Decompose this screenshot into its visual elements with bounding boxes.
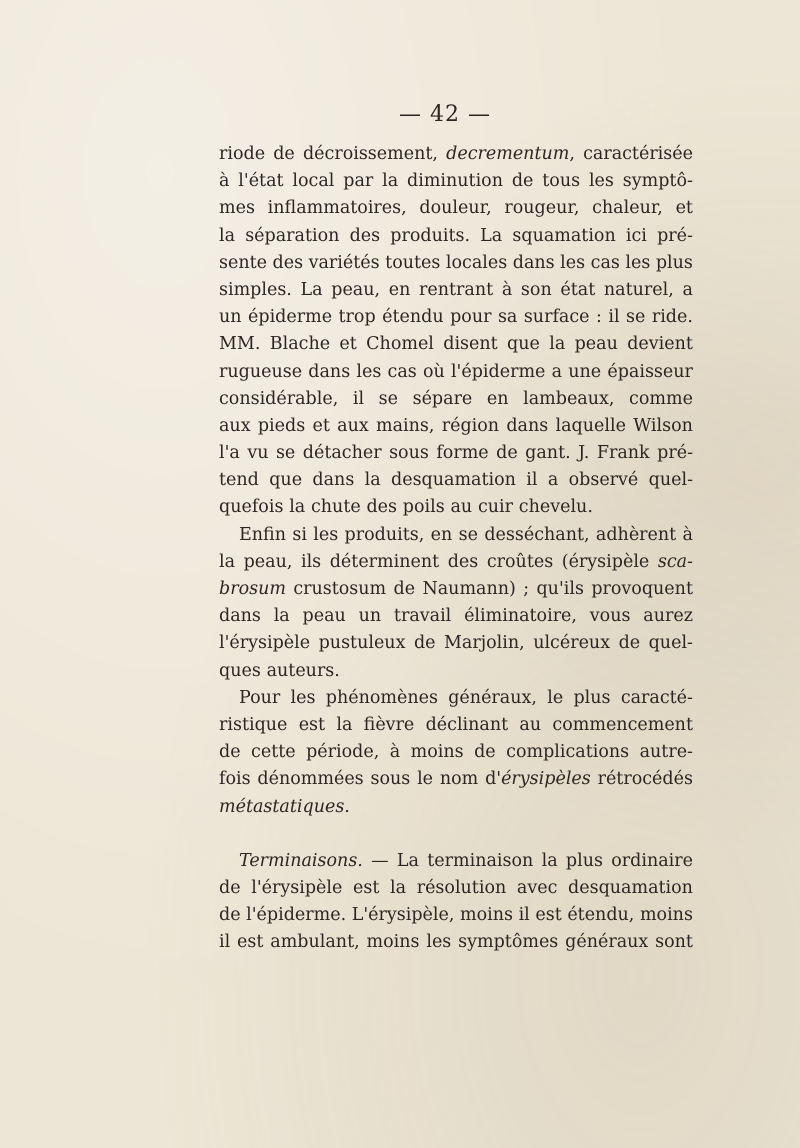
page-number: — 42 — (399, 102, 491, 127)
text-line: la peau, ils déterminent des croûtes (érysipèle sca- (219, 551, 693, 572)
text-line: il est ambulant, moins les symptômes généraux sont (219, 932, 693, 953)
text-line: rugueuse dans les cas où l'épiderme a une épaisseur (219, 361, 693, 382)
text-line: un épiderme trop étendu pour sa surface : il se ride. (219, 307, 693, 328)
paragraph-gap (219, 821, 693, 848)
text-line: dans la peau un travail éliminatoire, vous aurez (219, 606, 693, 627)
text-line: l'érysipèle pustuleux de Marjolin, ulcéreux de quel- (219, 633, 693, 654)
text-line: Enfin si les produits, en se desséchant, adhèrent à (239, 524, 693, 545)
text-line: métastatiques. (219, 796, 350, 817)
text-line: ques auteurs. (219, 660, 340, 681)
text-line: fois dénommées sous le nom d'érysipèles rétrocédés (219, 769, 693, 790)
text-line: l'a vu se détacher sous forme de gant. J. Frank pré- (219, 443, 693, 464)
paragraph (219, 141, 693, 522)
text-line: considérable, il se sépare en lambeaux, comme (219, 388, 693, 409)
text-line: Pour les phénomènes généraux, le plus caracté- (239, 687, 693, 708)
text-line: de cette période, à moins de complications autre- (219, 742, 693, 763)
body-text (219, 141, 693, 956)
text-line: brosum crustosum de Naumann) ; qu'ils provoquent (219, 579, 693, 599)
text-line: aux pieds et aux mains, région dans laquelle Wilson (219, 415, 693, 436)
text-line: à l'état local par la diminution de tous les symptô- (219, 171, 693, 192)
paragraph (219, 848, 693, 957)
text-line: la séparation des produits. La squamation ici pré- (219, 225, 693, 246)
text-line: quefois la chute des poils au cuir chevelu. (219, 497, 593, 518)
text-line: de l'épiderme. L'érysipèle, moins il est étendu, moins (219, 905, 693, 926)
text-line: de l'érysipèle est la résolution avec desquamation (219, 877, 693, 898)
text-line: riode de décroissement, decrementum, caractérisée (219, 144, 693, 164)
paragraph (219, 685, 693, 821)
text-line: sente des variétés toutes locales dans les cas les plus (219, 252, 693, 273)
text-line: Terminaisons. — La terminaison la plus ordinaire (239, 850, 693, 871)
text-line: simples. La peau, en rentrant à son état naturel, a (219, 279, 693, 300)
text-line: ristique est la fièvre déclinant au commencement (219, 714, 693, 735)
text-line: MM. Blache et Chomel disent que la peau devient (219, 334, 693, 355)
paragraph (219, 522, 693, 685)
text-line: mes inflammatoires, douleur, rougeur, chaleur, et (219, 198, 693, 219)
text-line: tend que dans la desquamation il a observé quel- (219, 470, 693, 491)
